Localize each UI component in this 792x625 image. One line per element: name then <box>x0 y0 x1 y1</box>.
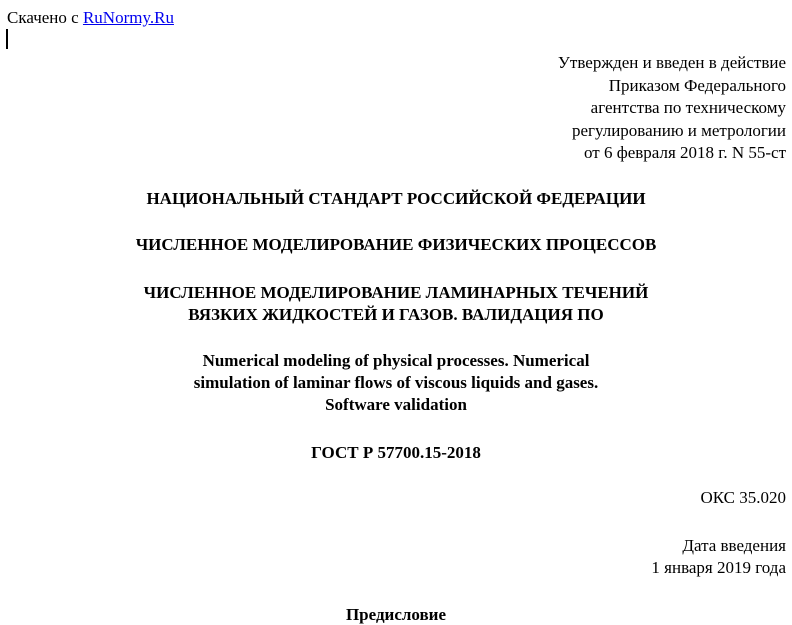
source-prefix: Скачено с <box>7 8 83 27</box>
approval-line: Приказом Федерального <box>608 75 786 95</box>
approval-line: регулированию и метрологии <box>571 120 786 140</box>
introduction-date: 1 января 2019 года <box>651 558 786 577</box>
preface-heading: Предисловие <box>345 605 447 624</box>
standard-designation: ГОСТ Р 57700.15-2018 <box>311 443 481 462</box>
english-title-line: Numerical modeling of physical processes. Numerical <box>202 351 590 370</box>
series-title: ЧИСЛЕННОЕ МОДЕЛИРОВАНИЕ ФИЗИЧЕСКИХ ПРОЦЕССОВ <box>135 235 657 254</box>
introduction-label: Дата введения <box>682 536 786 555</box>
part-title-line: ЧИСЛЕННОЕ МОДЕЛИРОВАНИЕ ЛАМИНАРНЫХ ТЕЧЕНИЙ <box>143 283 649 302</box>
english-title-line: Software validation <box>325 395 467 414</box>
english-title-line: simulation of laminar flows of viscous liquids and gases. <box>193 373 599 392</box>
text-cursor <box>6 29 8 49</box>
approval-line: от 6 февраля 2018 г. N 55-ст <box>583 143 786 162</box>
part-title <box>0 282 792 326</box>
approval-line: агентства по техническому <box>590 98 786 117</box>
source-link[interactable]: RuNormy.Ru <box>82 8 174 27</box>
approval-block <box>558 52 786 165</box>
okc-code: ОКС 35.020 <box>700 488 786 507</box>
source-line <box>7 7 174 28</box>
english-title <box>0 350 792 416</box>
national-standard-title: НАЦИОНАЛЬНЫЙ СТАНДАРТ РОССИЙСКОЙ ФЕДЕРАЦИИ <box>146 189 646 208</box>
part-title-line: ВЯЗКИХ ЖИДКОСТЕЙ И ГАЗОВ. ВАЛИДАЦИЯ ПО <box>188 305 604 324</box>
introduction-date-block <box>651 535 786 579</box>
approval-line: Утвержден и введен в действие <box>557 53 786 72</box>
